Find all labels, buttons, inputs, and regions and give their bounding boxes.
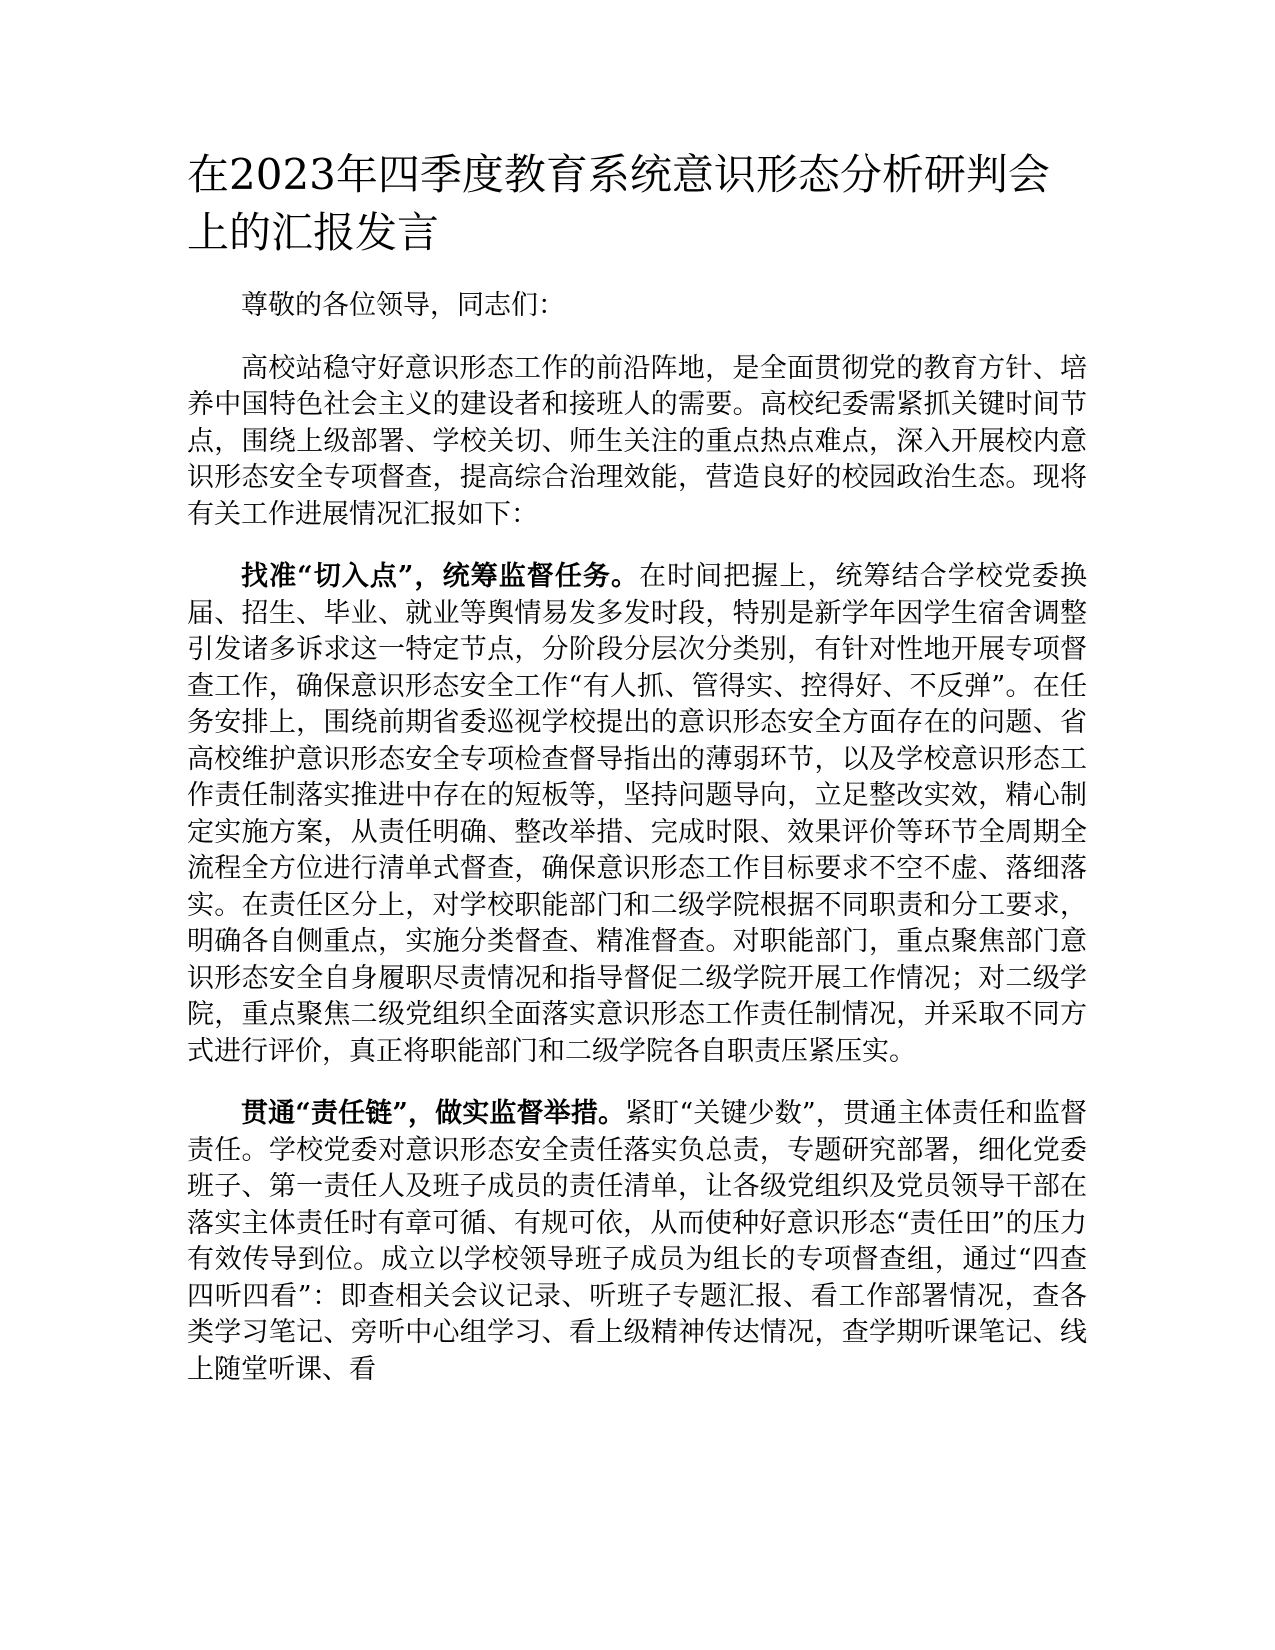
section-body-2: 紧盯“关键少数”，贯通主体责任和监督责任。学校党委对意识形态安全责任落实负总责，专题研究部署，细化党委班子、第一责任人及班子成员的责任清单，让各级党组织及党员领导干部在落实主体责任时有章可循、有规可依，从而使种好意识形态“责任田”的压力有效传导到位。成立以学校领导班子成员为组长的专项督查组，通过“四查四听四看”：即查相关会议记录、听班子专题汇报、看工作部署情况，查各类学习笔记、旁听中心组学习、看上级精神传达情况，查学期听课笔记、线上随堂听课、看 — [187, 1098, 1087, 1385]
section-paragraph-2 — [187, 1096, 1087, 1388]
intro-paragraph: 高校站稳守好意识形态工作的前沿阵地，是全面贯彻党的教育方针、培养中国特色社会主义的建设者和接班人的需要。高校纪委需紧抓关键时间节点，围绕上级部署、学校关切、师生关注的重点热点难点，深入开展校内意识形态安全专项督查，提高综合治理效能，营造良好的校园政治生态。现将有关工作进展情况汇报如下： — [187, 352, 1087, 530]
section-lead-1: 找准“切入点”，统筹监督任务。 — [241, 561, 640, 592]
section-lead-2: 贯通“责任链”，做实监督举措。 — [241, 1098, 626, 1129]
document-title: 在2023年四季度教育系统意识形态分析研判会上的汇报发言 — [187, 150, 1050, 257]
document-body — [187, 146, 1087, 1414]
greeting-paragraph: 尊敬的各位领导，同志们： — [241, 290, 565, 321]
section-body-1: 在时间把握上，统筹结合学校党委换届、招生、毕业、就业等舆情易发多发时段，特别是新学年因学生宿舍调整引发诸多诉求这一特定节点，分阶段分层次分类别，有针对性地开展专项督查工作，确保意识形态安全工作“有人抓、管得实、控得好、不反弹”。在任务安排上，围绕前期省委巡视学校提出的意识形态安全方面存在的问题、省高校维护意识形态安全专项检查督导指出的薄弱环节，以及学校意识形态工作责任制落实推进中存在的短板等，坚持问题导向，立足整改实效，精心制定实施方案，从责任明确、整改举措、完成时限、效果评价等环节全周期全流程全方位进行清单式督查，确保意识形态工作目标要求不空不虚、落细落实。在责任区分上，对学校职能部门和二级学院根据不同职责和分工要求，明确各自侧重点，实施分类督查、精准督查。对职能部门，重点聚焦部门意识形态安全自身履职尽责情况和指导督促二级学院开展工作情况；对二级学院，重点聚焦二级党组织全面落实意识形态工作责任制情况，并采取不同方式进行评价，真正将职能部门和二级学院各自职责压紧压实。 — [187, 561, 1087, 1067]
section-paragraph-1 — [187, 559, 1087, 1070]
